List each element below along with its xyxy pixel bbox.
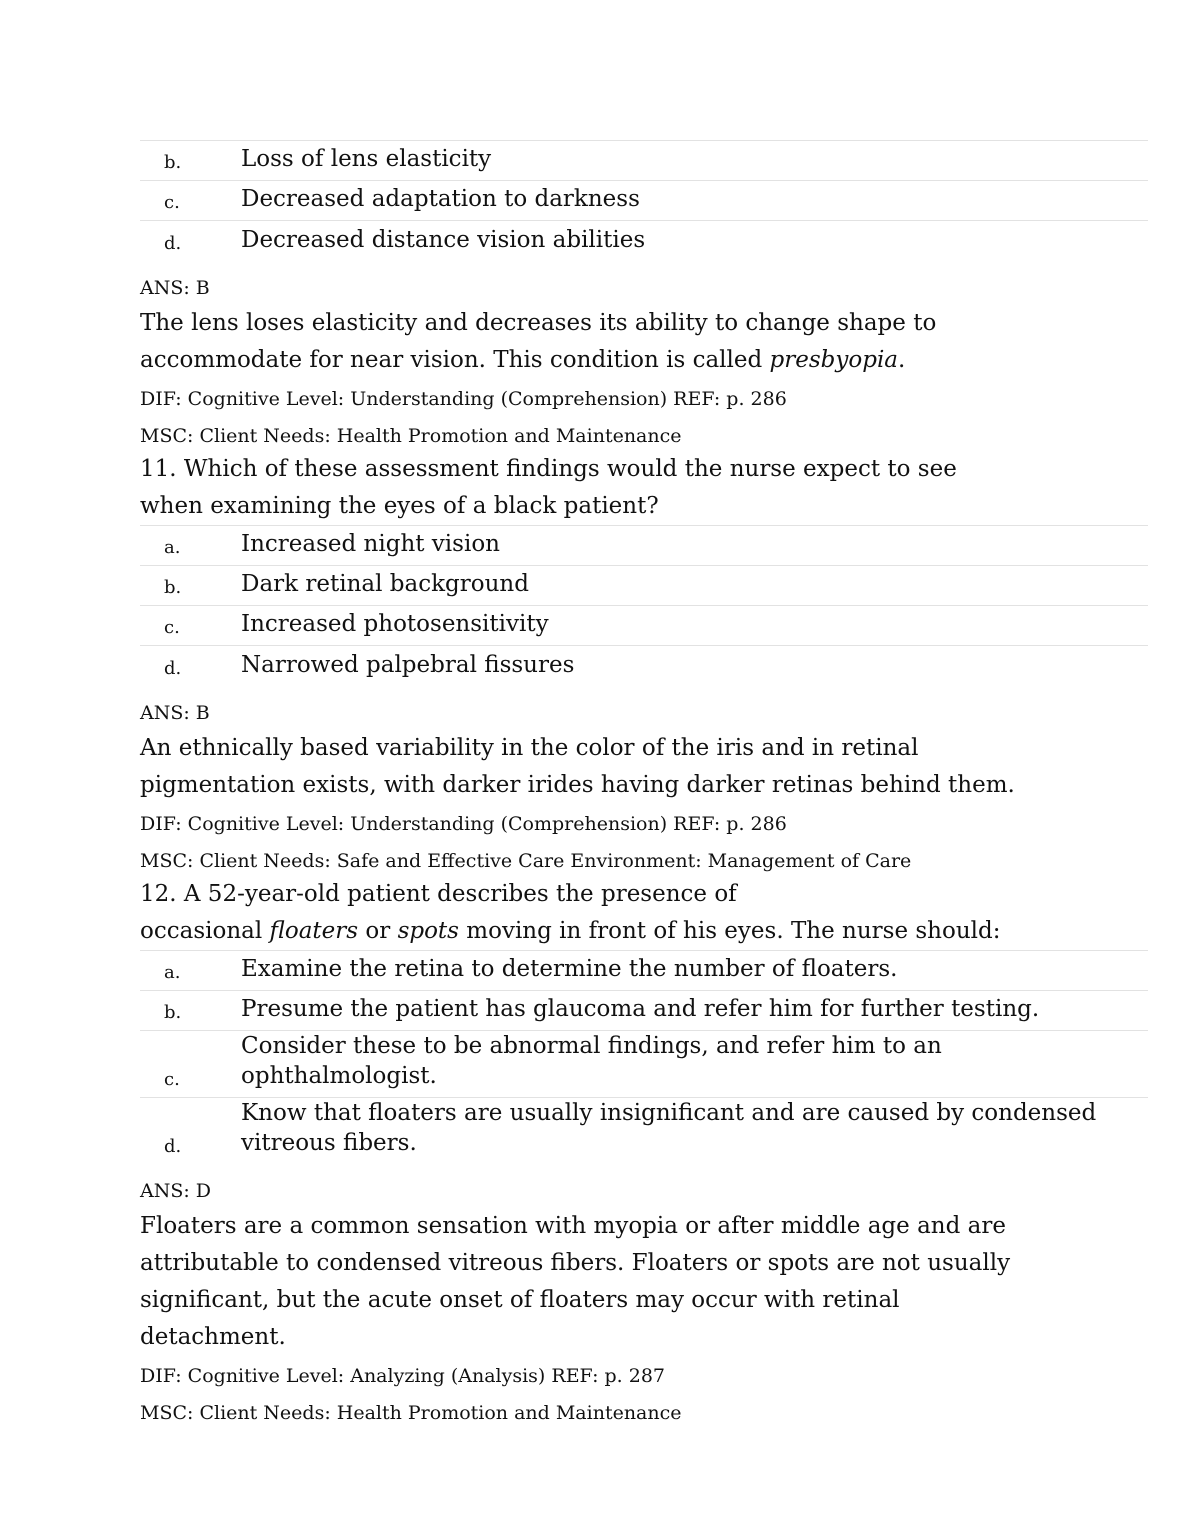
q12-msc: MSC: Client Needs: Health Promotion and Maintenance [140, 1402, 682, 1424]
q12-answer: ANS: D [140, 1180, 212, 1202]
option-letter: c. [164, 1069, 180, 1090]
q11-dif: DIF: Cognitive Level: Understanding (Comprehension) REF: p. 286 [140, 813, 787, 835]
option-letter: b. [164, 577, 182, 598]
option-text: Know that floaters are usually insignificant and are caused by condensed vitreous fibers. [241, 1100, 1097, 1156]
option-text: Loss of lens elasticity [241, 146, 492, 172]
q10-answer: ANS: B [140, 277, 210, 299]
option-text: Consider these to be abnormal findings, and refer him to an ophthalmologist. [241, 1033, 942, 1089]
option-text: Decreased adaptation to darkness [241, 186, 640, 212]
q10-options-table [140, 140, 1148, 261]
option-letter: d. [164, 233, 182, 254]
option-row [140, 526, 1148, 566]
option-text: Presume the patient has glaucoma and refer him for further testing. [241, 996, 1040, 1022]
option-text: Decreased distance vision abilities [241, 227, 646, 253]
option-text: Dark retinal background [241, 571, 529, 597]
document-page [140, 140, 1148, 1424]
option-text: Examine the retina to determine the number of floaters. [241, 956, 898, 982]
q11-question: 11. Which of these assessment findings would the nurse expect to see when examining the eyes of a black patient? [140, 456, 957, 519]
option-text: Narrowed palpebral fissures [241, 652, 575, 678]
q12-question-term2: spots [397, 918, 459, 944]
q12-options-table [140, 950, 1148, 1164]
option-row [140, 646, 1148, 686]
q11-answer: ANS: B [140, 702, 210, 724]
option-row [140, 221, 1148, 261]
q12-question-term1: floaters [269, 918, 359, 944]
option-letter: b. [164, 152, 182, 173]
option-row [140, 951, 1148, 991]
option-letter: d. [164, 658, 182, 679]
q12-question-line2 [140, 913, 1140, 950]
q12-question [140, 876, 1140, 950]
option-letter: d. [164, 1136, 182, 1157]
option-letter: b. [164, 1002, 182, 1023]
option-row [140, 606, 1148, 646]
q12-question-pre: occasional [140, 918, 270, 944]
option-letter: c. [164, 192, 180, 213]
q10-rationale-text: The lens loses elasticity and decreases its ability to change shape to accommodate for near vision. This condition is called [140, 310, 937, 373]
option-letter: a. [164, 962, 181, 983]
q10-rationale [140, 305, 1040, 379]
option-letter: c. [164, 617, 180, 638]
q12-question-mid: or [358, 918, 398, 944]
q10-dif: DIF: Cognitive Level: Understanding (Comprehension) REF: p. 286 [140, 388, 787, 410]
q12-question-post: moving in front of his eyes. The nurse should: [458, 918, 1001, 944]
option-letter: a. [164, 537, 181, 558]
option-row [140, 1098, 1148, 1164]
q10-rationale-end: . [898, 347, 906, 373]
option-row [140, 566, 1148, 606]
q11-rationale: An ethnically based variability in the color of the iris and in retinal pigmentation exists, with darker irides having darker retinas behind them. [140, 735, 1015, 798]
q11-options-table [140, 525, 1148, 686]
q10-msc: MSC: Client Needs: Health Promotion and Maintenance [140, 425, 682, 447]
option-row [140, 141, 1148, 181]
option-text: Increased night vision [241, 531, 500, 557]
q10-rationale-term: presbyopia [769, 347, 899, 373]
q12-dif: DIF: Cognitive Level: Analyzing (Analysis) REF: p. 287 [140, 1365, 666, 1387]
option-row [140, 181, 1148, 221]
q12-rationale: Floaters are a common sensation with myopia or after middle age and are attributable to condensed vitreous fibers. Floaters or spots are not usually significant, but the acute onset of floaters may occur with retinal detachment. [140, 1213, 1011, 1350]
option-text: Increased photosensitivity [241, 611, 549, 637]
q11-msc: MSC: Client Needs: Safe and Effective Care Environment: Management of Care [140, 850, 912, 872]
option-row [140, 991, 1148, 1031]
q12-question-line1: 12. A 52-year-old patient describes the presence of [140, 881, 737, 907]
option-row [140, 1031, 1148, 1098]
